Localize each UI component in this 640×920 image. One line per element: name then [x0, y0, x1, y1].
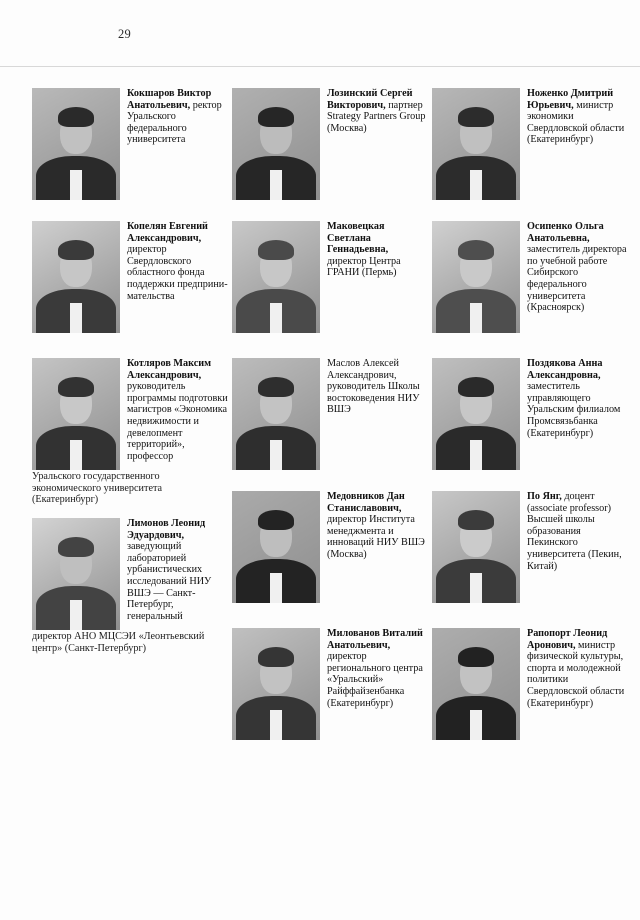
person-description: руководитель программы подготовки магистров «Экономика недвижимости и девелопмент территорий», профессор: [127, 381, 228, 462]
photo-collar: [470, 303, 482, 333]
person-description-overflow: директор АНО МЦСЭИ «Леонтьевский центр» (Санкт-Петербург): [32, 631, 205, 654]
person-name: Рапопорт Леонид Аронович,: [527, 628, 608, 651]
person-photo: [232, 88, 320, 200]
person-photo: [432, 88, 520, 200]
person-photo: [32, 518, 120, 630]
person-description: директор Института менеджмента и инноваций НИУ ВШЭ (Москва): [327, 514, 425, 560]
photo-hair: [258, 510, 294, 530]
photo-collar: [270, 303, 282, 333]
person-photo: [432, 221, 520, 333]
person-photo: [432, 628, 520, 740]
photo-hair: [258, 240, 294, 260]
person-entry: [232, 491, 428, 603]
photo-hair: [258, 107, 294, 127]
person-photo: [232, 491, 320, 603]
photo-hair: [458, 377, 494, 397]
photo-hair: [58, 377, 94, 397]
person-description: заместитель управляющего Уральским филиалом Промсвязьбанка (Екатеринбург): [527, 381, 621, 439]
person-description: заведующий лабораторией урбанистических исследований НИУ ВШЭ — Санкт-Петербург, генеральный: [127, 541, 212, 622]
person-entry: [32, 221, 228, 333]
photo-hair: [458, 240, 494, 260]
person-photo: [232, 358, 320, 470]
person-description: директор Центра ГРАНИ (Пермь): [327, 255, 401, 279]
person-name: Кокшаров Виктор Анатольевич,: [127, 88, 212, 111]
person-name: Милованов Виталий Анатольевич,: [327, 628, 423, 651]
person-name: Поздякова Анна Александровна,: [527, 358, 603, 381]
photo-collar: [270, 170, 282, 200]
person-entry: [432, 88, 628, 200]
photo-collar: [270, 573, 282, 603]
photo-collar: [70, 170, 82, 200]
person-photo: [232, 221, 320, 333]
person-description: заместитель директора по учебной работе Сибирского федерального университета (Красноярск): [527, 244, 627, 314]
person-name: По Янг,: [527, 491, 562, 502]
header-divider: [0, 66, 640, 67]
person-photo: [432, 358, 520, 470]
page-number: 29: [118, 27, 131, 41]
person-description: ректор Уральского федерального университета: [127, 99, 222, 146]
person-description: министр физической культуры, спорта и молодежной политики Свердловской области (Екатеринбург): [527, 639, 625, 709]
person-name: Ноженко Дмитрий Юрьевич,: [527, 88, 614, 111]
person-name: Медовников Дан Станиславович,: [327, 491, 405, 514]
photo-collar: [270, 710, 282, 740]
photo-hair: [58, 240, 94, 260]
photo-hair: [258, 377, 294, 397]
person-name: Маслов Алексей Александрович,: [327, 358, 399, 381]
photo-hair: [458, 647, 494, 667]
photo-hair: [458, 107, 494, 127]
person-description: руководитель Школы востоковедения НИУ ВШЭ: [327, 381, 420, 416]
person-description: директор регионального центра «Уральский» Райффайзенбанка (Екатеринбург): [327, 651, 423, 709]
person-entry: [232, 628, 428, 740]
person-name: Маковецкая Светлана Геннадьевна,: [327, 221, 389, 256]
person-description: партнер Strategy Partners Group (Москва): [327, 99, 426, 134]
person-entry: [232, 88, 428, 200]
person-name: Лимонов Леонид Эдуардович,: [127, 518, 206, 541]
person-entry: [32, 358, 228, 506]
person-entry: [32, 518, 228, 654]
person-entry: [232, 358, 428, 470]
person-entry: [432, 221, 628, 333]
photo-collar: [70, 303, 82, 333]
photo-collar: [470, 710, 482, 740]
person-entry: [432, 628, 628, 740]
person-name: Копелян Евгений Александрович,: [127, 221, 208, 244]
person-entry: [232, 221, 428, 333]
person-entry: [32, 88, 228, 200]
person-description: министр экономики Свердловской области (Екатеринбург): [527, 99, 625, 146]
photo-hair: [258, 647, 294, 667]
person-entry: [432, 358, 628, 470]
photo-hair: [58, 537, 94, 557]
person-photo: [232, 628, 320, 740]
photo-hair: [458, 510, 494, 530]
person-name: Лозинский Сергей Викторович,: [327, 88, 413, 111]
person-photo: [432, 491, 520, 603]
person-description: директор Свердловского областного фонда поддержки предприни-мательства: [127, 244, 228, 302]
person-description-overflow: Уральского государственного экономического университета (Екатеринбург): [32, 471, 163, 506]
person-name: Осипенко Ольга Анатольевна,: [527, 221, 604, 244]
photo-collar: [270, 440, 282, 470]
photo-collar: [70, 440, 82, 470]
person-description: доцент (associate professor) Высшей школы образования Пекинского университета (Пекин, Китай): [527, 491, 622, 572]
person-name: Котляров Максим Александрович,: [127, 358, 212, 381]
photo-collar: [470, 573, 482, 603]
person-photo: [32, 221, 120, 333]
person-photo: [32, 358, 120, 470]
person-entry: [432, 491, 628, 603]
photo-collar: [70, 600, 82, 630]
photo-collar: [470, 170, 482, 200]
photo-hair: [58, 107, 94, 127]
person-photo: [32, 88, 120, 200]
photo-collar: [470, 440, 482, 470]
